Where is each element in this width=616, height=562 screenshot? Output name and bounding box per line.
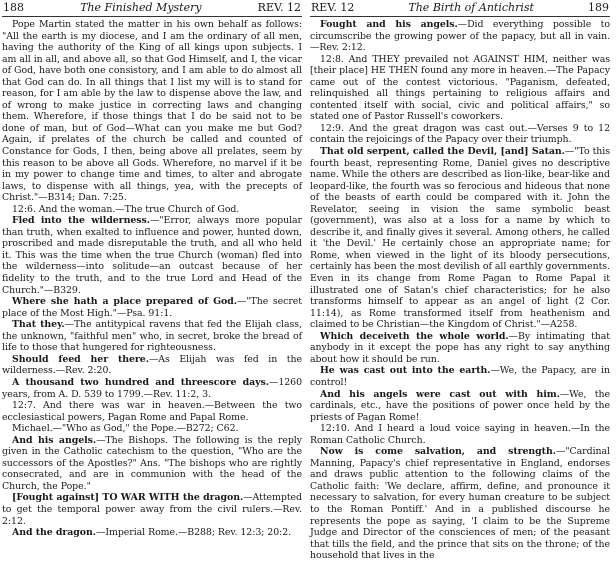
paragraph bbox=[2, 527, 302, 539]
paragraph bbox=[310, 446, 610, 561]
running-title: The Birth of Antichrist bbox=[408, 1, 534, 14]
paragraph-text: Pope Martin stated the matter in his own behalf as follows: "All the earth is my diocese, and I am the ordinary of all men, having the authority of the King of all kings upon subjects. I am all in all, and above all, so that God Himself, and I, the vicar of God, have both one consistory, and I am able to do almost all that God can do. In all things that I list my will is to stand for reason, for I am able by the law to dispense above the law, and of wrong to make justice in correcting laws and changing them. Wherefore, if those things that I do be said not to be done of man, but of God—What can you make me but God? Again, if prelates of the church be called and counted of Constance for Gods, I then, being above all prelates, seem by this reason to be above all Gods. Wherefore, no marvel if it be in my power to change time and times, to alter and abrogate laws, to dispense with all things, yea, with the precepts of Christ."—B314; Dan. 7:25. bbox=[2, 19, 302, 204]
right-page-body bbox=[310, 19, 610, 562]
chapter-ref: REV. 12 bbox=[257, 1, 301, 14]
paragraph-lead: A thousand two hundred and threescore days. bbox=[12, 376, 270, 388]
paragraph-lead: Where she hath a place prepared of God. bbox=[12, 296, 237, 308]
paragraph bbox=[2, 435, 302, 493]
right-page-header bbox=[310, 0, 610, 17]
paragraph-text: —"The secret place of the Most High."—Psa. 91:1. bbox=[2, 296, 302, 319]
paragraph-text: 12:7. And there was war in heaven.—Between the two ecclesiastical powers, Pagan Rome and Papal Rome. bbox=[2, 400, 302, 423]
paragraph bbox=[310, 423, 610, 446]
paragraph bbox=[2, 492, 302, 527]
left-page-header bbox=[2, 0, 302, 17]
paragraph-text: —"To this fourth beast, representing Rome, Daniel gives no descriptive name. While the others are described as lion-like, bear-like and leopard-like, the fourth was so ferocious and hideous that none of the beasts of earth could be compared with it. John the Revelator, seeing in vision the same symbolic beast (government), was also at a loss for a name by which to describe it, and finally gives it several. Among others, he called it 'the Devil.' He certainly chose an appropriate name; for Rome, when viewed in the light of its bloody persecutions, certainly has been the most devilish of all earthly governments. Even in its change from Rome Pagan to Rome Papal it illustrated one of Satan's chief characteristics; for he also transforms himself to appear as an angel of light (2 Cor. 11:14), as Rome transformed itself from heathenism and claimed to be Christian—the Kingdom of Christ."—A258. bbox=[310, 146, 610, 331]
paragraph bbox=[2, 215, 302, 296]
paragraph-text: 12:9. And the great dragon was cast out.—Verses 9 to 12 contain the rejoicings of the Papacy over their triumph. bbox=[310, 122, 610, 146]
paragraph-lead: And his angels were cast out with him. bbox=[320, 388, 560, 400]
paragraph-lead: Now is come salvation, and strength. bbox=[320, 446, 556, 458]
paragraph-text: —The antitypical ravens that fed the Elijah class, the unknown, "faithful men" who, in secret, broke the bread of life to those that hungered for righteousness. bbox=[2, 319, 302, 354]
paragraph-lead: Which deceiveth the whole world. bbox=[320, 330, 509, 342]
paragraph bbox=[2, 204, 302, 216]
paragraph-lead: And his angels. bbox=[12, 434, 97, 446]
page-number: 189 bbox=[588, 1, 609, 14]
left-page bbox=[2, 0, 302, 539]
paragraph bbox=[310, 54, 610, 123]
paragraph-text: —Imperial Rome.—B288; Rev. 12:3; 20:2. bbox=[96, 527, 292, 539]
paragraph bbox=[2, 296, 302, 319]
paragraph-text: —The Bishops. The following is the reply given in the Catholic catechism to the question, "Who are the successors of the Apostles?" Ans. "The bishops who are rightly consecrated, and are in communion with the head of the Church, the Pope." bbox=[2, 434, 302, 492]
paragraph-text: 12:8. And THEY prevailed not AGAINST HIM, neither was [their place] HE THEN found any more in heaven.—The Papacy came out of the contest victorious. "Paganism, defeated, relinquished all things pertaining to religious affairs and contented itself with social, civic and political affairs," so stated one of Pastor Russell's coworkers. bbox=[310, 53, 610, 123]
paragraph bbox=[2, 400, 302, 423]
paragraph bbox=[2, 423, 302, 435]
paragraph bbox=[2, 354, 302, 377]
paragraph-text: —Attempted to get the temporal power away from the civil rulers.—Rev. 2:12. bbox=[2, 492, 302, 527]
paragraph-text: 12:10. And I heard a loud voice saying in heaven.—In the Roman Catholic Church. bbox=[310, 423, 610, 446]
paragraph-text: —1260 years, from A. D. 539 to 1799.—Rev. 11:2, 3. bbox=[2, 376, 302, 400]
right-page bbox=[310, 0, 610, 562]
paragraph-lead: Should feed her there. bbox=[12, 353, 149, 365]
page-number: 188 bbox=[3, 1, 24, 14]
paragraph bbox=[310, 365, 610, 388]
paragraph-text: —We, the Papacy, are in control! bbox=[310, 365, 610, 388]
paragraph-lead: That they. bbox=[12, 319, 65, 331]
paragraph bbox=[310, 123, 610, 146]
paragraph bbox=[310, 146, 610, 331]
paragraph-lead: Fought and his angels. bbox=[320, 19, 458, 30]
paragraph-text: —"Error, always more popular than truth, when exalted to influence and power, hunted down, proscribed and made disreputable the truth, and all who held it. This was the time when the true Church (woman) fled into the wilderness—into solitude—an outcast because of her fidelity to the truth, and to the true Lord and Head of the Church."—B329. bbox=[2, 215, 302, 296]
paragraph-text: —"Cardinal Manning, Papacy's chief representative in England, endorses and draws public attention to the following claims of the Catholic faith: 'We declare, affirm, define, and pronounce it necessary to salvation, for every human creature to be subject to the Roman Pontiff.' And in a published discourse he represents the pope as saying, 'I claim to be the Supreme Judge and Director of the consciences of men; of the peasant that tills the field, and the prince that sits on the throne; of the household that lives in the bbox=[310, 446, 610, 562]
paragraph bbox=[2, 19, 302, 204]
paragraph bbox=[310, 19, 610, 54]
paragraph-lead: [Fought against] TO WAR WITH the dragon. bbox=[12, 492, 244, 504]
paragraph bbox=[2, 377, 302, 400]
paragraph-text: 12:6. And the woman.—The true Church of God. bbox=[12, 203, 240, 215]
paragraph bbox=[310, 389, 610, 424]
paragraph bbox=[310, 331, 610, 366]
paragraph-text: —We, the cardinals, etc., have the positions of power once held by the priests of Pagan Rome! bbox=[310, 388, 610, 423]
paragraph bbox=[2, 319, 302, 354]
paragraph-lead: And the dragon. bbox=[12, 527, 96, 539]
paragraph-lead: That old serpent, called the Devil, [and] Satan. bbox=[320, 146, 565, 158]
left-page-body bbox=[2, 19, 302, 539]
running-title: The Finished Mystery bbox=[80, 1, 202, 14]
paragraph-text: —By intimating that anybody in it except the pope has any right to say anything about how it should be run. bbox=[310, 330, 610, 365]
paragraph-text: Michael.—"Who as God," the Pope.—B272; C62. bbox=[12, 423, 239, 435]
paragraph-text: —Did everything possible to circumscribe the growing power of the papacy, but all in vain.—Rev. 2:12. bbox=[310, 19, 610, 54]
paragraph-lead: He was cast out into the earth. bbox=[320, 365, 491, 377]
paragraph-lead: Fled into the wilderness. bbox=[12, 215, 150, 227]
chapter-ref: REV. 12 bbox=[311, 1, 355, 14]
paragraph-text: —As Elijah was fed in the wilderness.—Rev. 2:20. bbox=[2, 353, 302, 377]
